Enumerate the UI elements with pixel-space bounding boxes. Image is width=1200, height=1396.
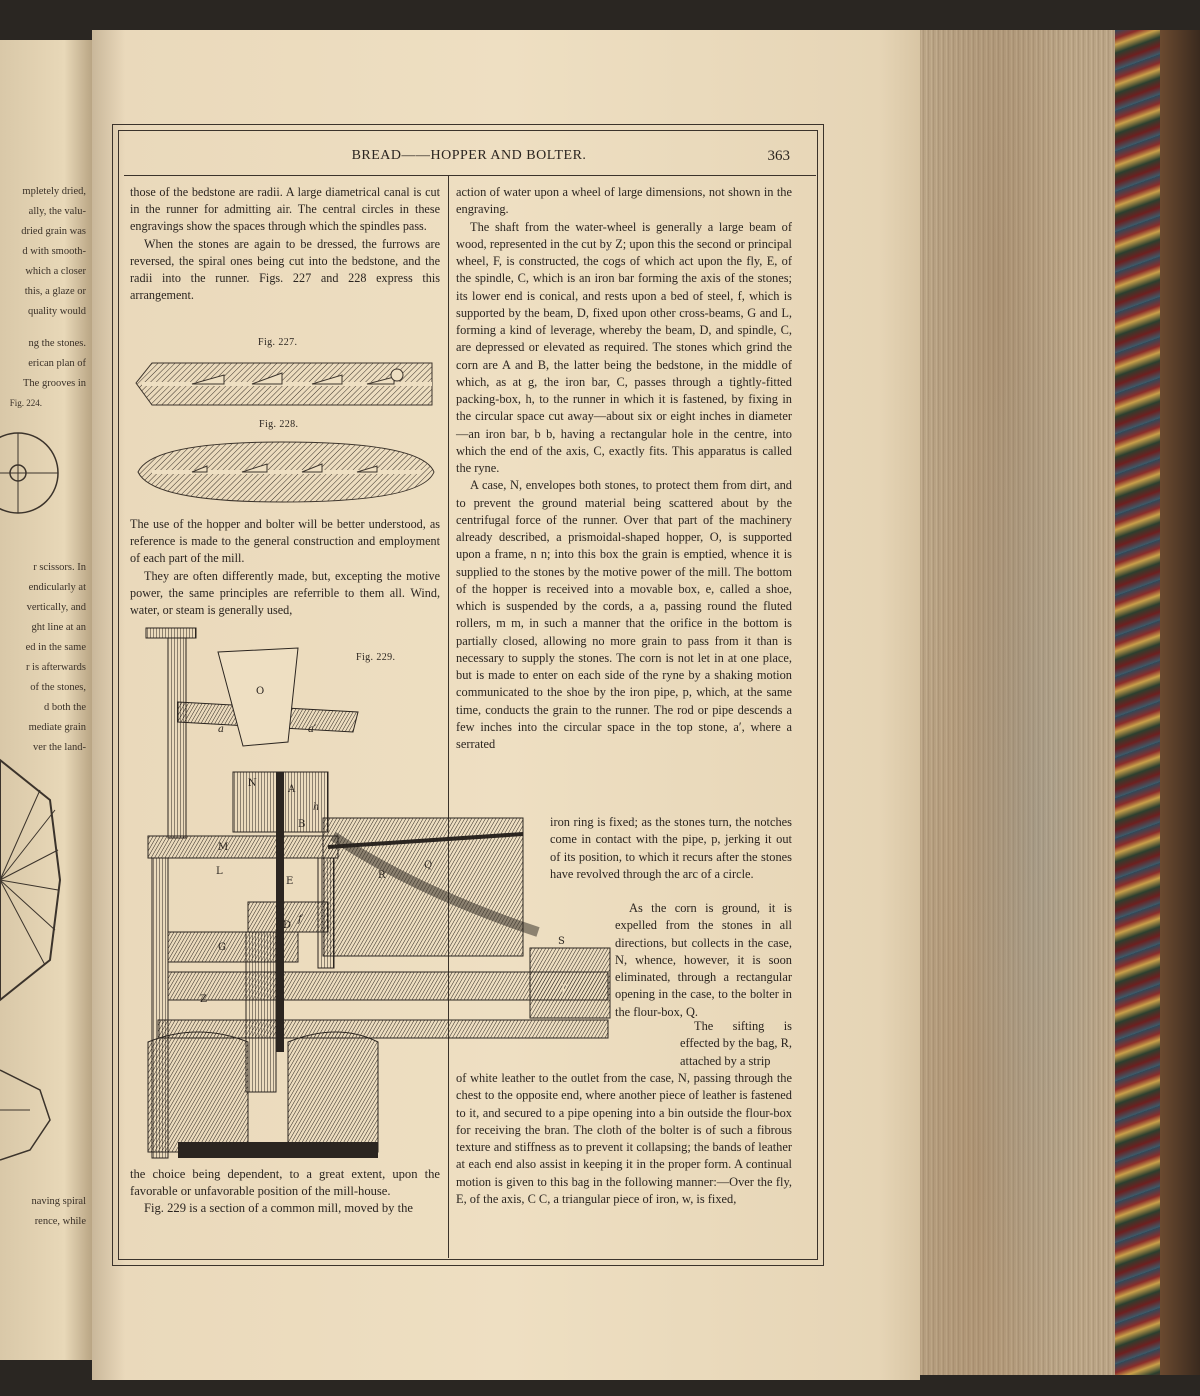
fragment-line: r is afterwards [25, 662, 86, 673]
page-number: 363 [767, 148, 790, 164]
figure-label: O [256, 686, 265, 697]
paragraph: Fig. 229 is a section of a common mill, moved by the [144, 1201, 413, 1215]
paragraph: They are often differently made, but, excepting the motive power, the same principles are referrible to them all. Wind, water, or steam is generally used, [130, 568, 440, 618]
figure-label: E [286, 876, 294, 887]
fragment-figure-224 [0, 418, 60, 528]
left-column-middle [130, 516, 440, 619]
right-column-bottom [456, 1070, 792, 1208]
paragraph: of white leather to the outlet from the case, N, passing through the chest to the opposite end, where another piece of leather is fastened to it, and secured to a pipe opening into a bin outside the flour-box for receiving the bran. The cloth of the bolter is of such a fibrous texture and stiffness as to prevent it collapsing; the bands of leather at each end also assist in keeping it in the proper form. A continual motion is given to this bag in the following manner:—Over the fly, E, of the axis, C C, a triangular piece of iron, w, is fixed, [456, 1071, 792, 1206]
figure-label: B [298, 819, 306, 830]
figure-label: S [558, 936, 565, 947]
figure-label: Q [424, 860, 433, 871]
fragment-line: this, a glaze or [24, 286, 86, 297]
fragment-line: ed in the same [25, 642, 86, 653]
paragraph: When the stones are again to be dressed, the furrows are reversed, the spiral ones being cut into the bedstone, and the radii into the runner. Figs. 227 and 228 express this arrangement. [130, 236, 440, 303]
right-column-top [456, 184, 792, 753]
page-edge-staining [920, 30, 1115, 1375]
fragment-line: which a closer [25, 266, 86, 277]
previous-page-edge [0, 40, 92, 1360]
paragraph: those of the bedstone are radii. A large diametrical canal is cut in the runner for admitting air. The central circles in these engravings show the spaces through which the spindles pass. [130, 185, 440, 234]
figure-label: R [378, 870, 386, 881]
figure-label: N [248, 778, 257, 789]
figure-label: A [288, 784, 296, 795]
fragment-line: dried grain was [21, 226, 86, 237]
figure-label: h [313, 802, 320, 813]
header-rule [124, 175, 816, 176]
figure-label: f [298, 914, 302, 925]
figure-label: a′ [308, 724, 317, 735]
fragment-line: ver the land- [32, 742, 86, 753]
fragment-line: endicularly at [28, 582, 86, 593]
figure-caption: Fig. 229. [356, 652, 396, 663]
fragment-line: ng the stones. [28, 338, 86, 349]
fragment-line: The grooves in [23, 378, 86, 389]
paragraph: the choice being dependent, to a great extent, upon the favorable or unfavorable position of the mill-house. [130, 1167, 440, 1198]
paragraph: iron ring is fixed; as the stones turn, the notches come in contact with the pipe, p, jerking it out of its position, to which it recurs after the stones have revolved through the arc of a circle. [550, 815, 792, 881]
figure-label: F [276, 994, 283, 1005]
figure-label: D [283, 920, 292, 931]
fragment-line: vertically, and [26, 602, 86, 613]
fragment-millstone-figure [0, 750, 70, 1010]
fragment-line: mediate grain [28, 722, 86, 733]
fragment-line: ght line at an [31, 622, 86, 633]
running-header [124, 148, 814, 170]
figure-label: L [216, 866, 223, 877]
figure-label: Z [200, 994, 207, 1005]
figure-label: T [560, 984, 567, 995]
fragment-line: r scissors. In [33, 562, 86, 573]
cover-board-edge [1160, 30, 1200, 1375]
fragment-line: ally, the valu- [28, 206, 86, 217]
paragraph: As the corn is ground, it is expelled from the stones in all directions, but collects in the case, N, whence, however, it is soon eliminated, through a rectangular opening in the case, to the bolter in the flour-box, Q. [615, 901, 792, 1019]
figure-caption: Fig. 227. [258, 337, 298, 348]
paragraph: action of water upon a wheel of large dimensions, not shown in the engraving. [456, 185, 792, 217]
fragment-line: d with smooth- [22, 246, 86, 257]
fragment-line: d both the [44, 702, 86, 713]
paragraph: The use of the hopper and bolter will be better understood, as reference is made to the general construction and employment of each part of the mill. [130, 517, 440, 566]
fragment-line: quality would [27, 306, 86, 317]
paragraph: A case, N, envelopes both stones, to protect them from dirt, and to prevent the ground material being scattered about by the centrifugal force of the runner. Over that part of the machinery already described, a prismoidal-shaped hopper, O, is supported upon a frame, n n; into this box the grain is emptied, whence it is supplied to the stones by the motive power of the mill. The bottom of the hopper is received into a movable box, e, called a shoe, which is suspended by the cords, a a, passing round the fluted rollers, m m, in such a manner that the orifice in the bottom is partially closed, allowing no more grain to pass from it than is necessary to supply the stones. The corn is not let in at one place, but is made to enter on each side of the ryne by a shaking motion communicated to the shoe by the iron pipe, p, which, at the same time, conducts the grain to the runner. The rod or pipe descends a few inches into the circular space in the top stone, a′, where a serrated [456, 478, 792, 751]
figure-label: G [218, 942, 226, 953]
fragment-line: naving spiral [31, 1196, 86, 1207]
fragment-line: of the stones, [30, 682, 86, 693]
fragment-line: mpletely dried, [22, 186, 86, 197]
right-column-wrap-3 [680, 1018, 792, 1070]
fragment-line: erican plan of [28, 358, 86, 369]
figure-label: M [218, 842, 229, 853]
left-column-bottom [130, 1166, 440, 1217]
paragraph: The shaft from the water-wheel is generally a large beam of wood, represented in the cut by Z; upon this the second or principal wheel, F, is constructed, the cogs of which act upon the fly, E, of the spindle, C, which is an iron bar forming the axis of the stones; its lower end is conical, and rests upon a bed of steel, f, which is supported by the beam, D, fixed upon other cross-beams, G and L, forming a kind of leverage, whereby the beam, D, and spindle, C, are depressed or elevated as required. The stones which grind the corn are A and B, the latter being the bedstone, in the middle of which, as at g, the iron bar, C, passes through a tightly-fitted packing-box, h, to the runner in which it is fastened, by fixing in the circular space cut away—about six or eight inches in diameter—an iron bar, b b, having a rectangular hole in the centre, into which the end of the axis, C, exactly fits. This apparatus is called the ryne. [456, 219, 792, 475]
figure-label: a [218, 724, 224, 735]
paragraph: The sifting is effected by the bag, R, attached by a strip [680, 1019, 792, 1068]
figure-227-millstone-section [132, 355, 438, 411]
fragment-caption: Fig. 224. [9, 398, 42, 408]
figure-caption: Fig. 228. [259, 419, 299, 430]
fragment-line: rence, while [34, 1216, 86, 1227]
fragment-small-figure [0, 1050, 60, 1170]
right-column-wrap-2 [615, 900, 792, 1021]
running-title: BREAD——HOPPER AND BOLTER. [351, 148, 587, 163]
figure-228-millstone-section [132, 436, 438, 508]
left-column-top [130, 184, 440, 304]
right-column-wrap-1 [550, 814, 792, 883]
